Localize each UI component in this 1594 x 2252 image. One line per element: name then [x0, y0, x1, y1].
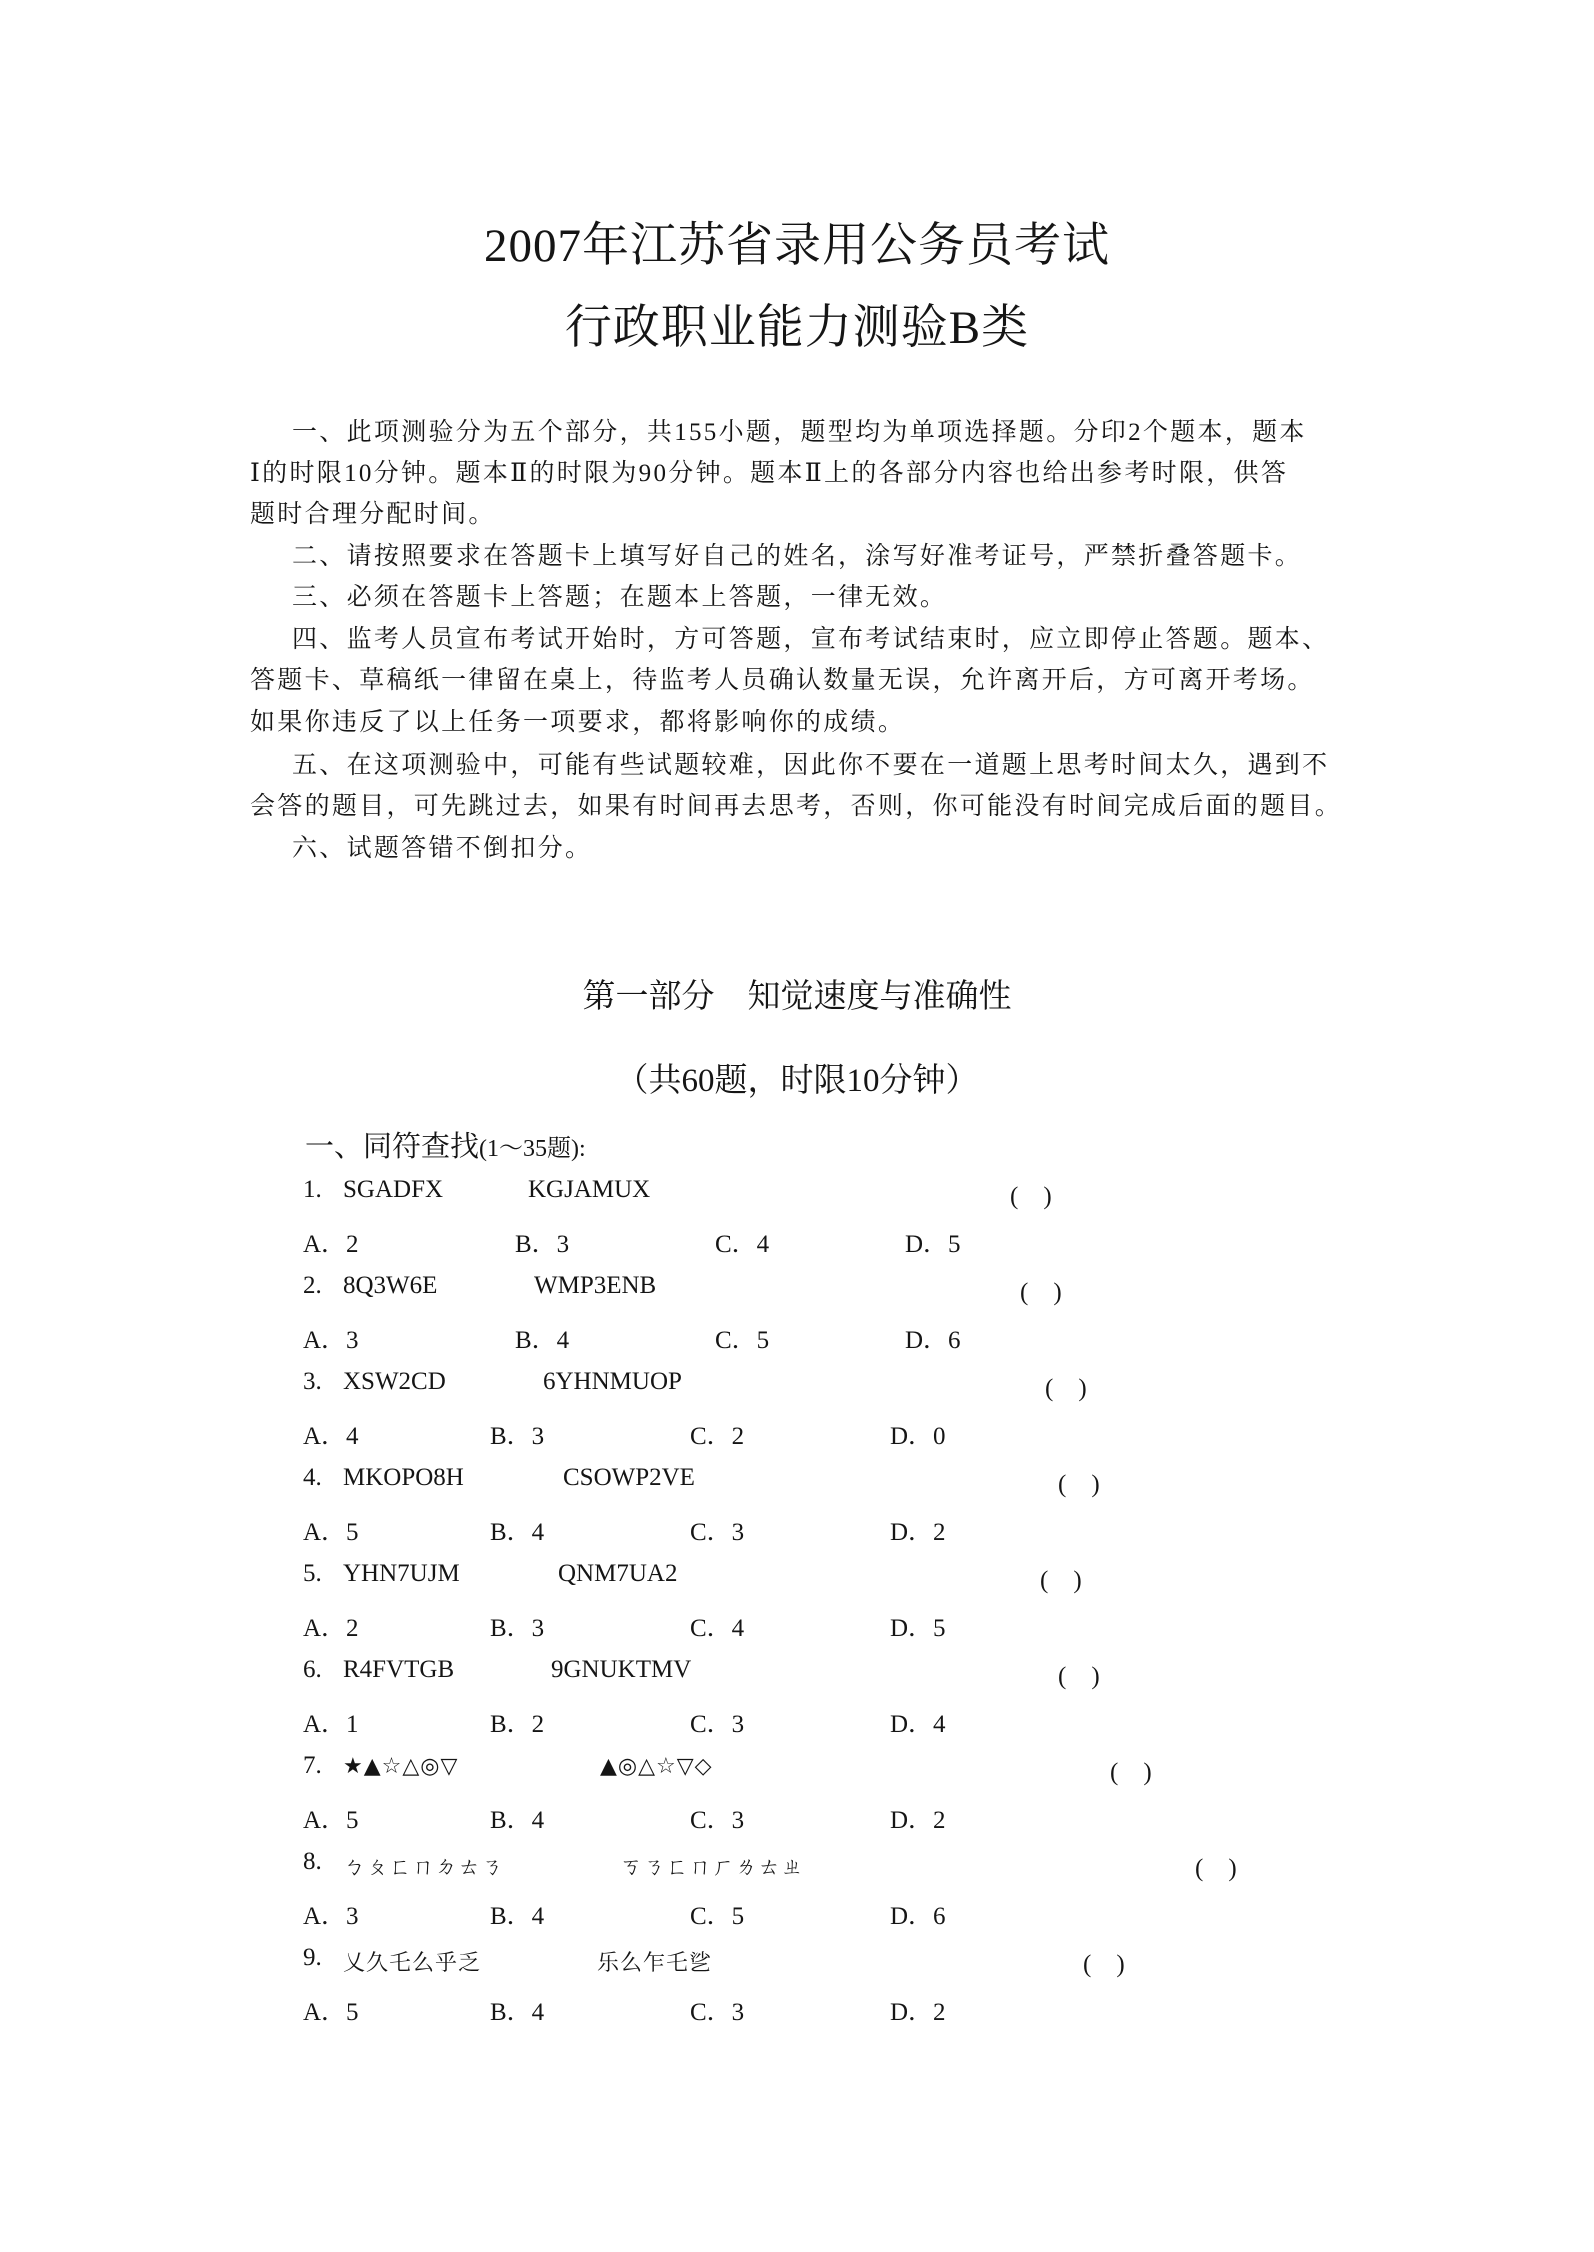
question-number: 6.: [303, 1656, 322, 1683]
instruction-line: 一、此项测验分为五个部分，共155小题，题型均为单项选择题。分印2个题本，题本: [292, 419, 1307, 446]
option-a[interactable]: A．3: [303, 1903, 359, 1930]
question-right-string: QNM7UA2: [558, 1560, 678, 1587]
option-d[interactable]: D．0: [890, 1423, 946, 1450]
instruction-line: 题时合理分配时间。: [250, 501, 496, 528]
instruction-line: 会答的题目，可先跳过去，如果有时间再去思考，否则，你可能没有时间完成后面的题目。: [250, 793, 1343, 820]
option-c[interactable]: C．3: [690, 1711, 745, 1738]
option-c[interactable]: C．5: [690, 1903, 745, 1930]
instruction-line: 答题卡、草稿纸一律留在桌上，待监考人员确认数量无误，允许离开后，方可离开考场。: [250, 667, 1315, 694]
option-d[interactable]: D．6: [905, 1327, 961, 1354]
section-title: 第一部分 知觉速度与准确性: [582, 979, 1012, 1015]
option-b[interactable]: B．4: [490, 1999, 545, 2026]
option-a[interactable]: A．3: [303, 1327, 359, 1354]
question-left-string: ㄅㄆㄈㄇㄉㄊㄋ: [343, 1855, 505, 1880]
option-d[interactable]: D．2: [890, 1519, 946, 1546]
instruction-line: 六、试题答错不倒扣分。: [292, 835, 593, 862]
question-right-string: 6YHNMUOP: [543, 1368, 682, 1395]
option-c[interactable]: C．3: [690, 1519, 745, 1546]
question-right-string: 乐么乍乇乷: [597, 1951, 713, 1976]
question-left-string: 乂久乇么乎乏: [343, 1951, 482, 1976]
question-number: 8.: [303, 1848, 322, 1875]
question-left-string: R4FVTGB: [343, 1656, 455, 1683]
option-d[interactable]: D．5: [905, 1231, 961, 1258]
question-right-string: CSOWP2VE: [563, 1464, 695, 1491]
question-left-string: XSW2CD: [343, 1368, 446, 1395]
option-d[interactable]: D．4: [890, 1711, 946, 1738]
document-subtitle: 行政职业能力测验B类: [564, 302, 1030, 354]
option-a[interactable]: A．2: [303, 1231, 359, 1258]
option-a[interactable]: A．2: [303, 1615, 359, 1642]
option-d[interactable]: D．2: [890, 1807, 946, 1834]
option-c[interactable]: C．3: [690, 1999, 745, 2026]
option-d[interactable]: D．5: [890, 1615, 946, 1642]
question-right-string: WMP3ENB: [534, 1272, 657, 1299]
option-a[interactable]: A．5: [303, 1519, 359, 1546]
option-d[interactable]: D．2: [890, 1999, 946, 2026]
option-b[interactable]: B．4: [490, 1807, 545, 1834]
question-right-string: ㄎㄋㄈㄇㄏㄌㄊㄓ: [620, 1855, 805, 1880]
instruction-line: Ⅰ的时限10分钟。题本Ⅱ的时限为90分钟。题本Ⅱ上的各部分内容也给出参考时限，供答: [250, 460, 1289, 487]
subsection-label: 一、同符查找: [305, 1131, 480, 1163]
answer-bracket[interactable]: ( ): [1110, 1759, 1152, 1786]
question-number: 3.: [303, 1368, 322, 1395]
answer-bracket[interactable]: ( ): [1040, 1567, 1082, 1594]
answer-bracket[interactable]: ( ): [1020, 1279, 1062, 1306]
question-left-string: ★▲☆△◎▽: [343, 1754, 459, 1779]
question-left-string: MKOPO8H: [343, 1464, 464, 1491]
option-c[interactable]: C．4: [715, 1231, 770, 1258]
section-subtitle: （共60题，时限10分钟）: [615, 1063, 979, 1099]
option-b[interactable]: B．2: [490, 1711, 545, 1738]
question-number: 1.: [303, 1176, 322, 1203]
question-number: 9.: [303, 1944, 322, 1971]
question-number: 7.: [303, 1752, 322, 1779]
instruction-line: 五、在这项测验中，可能有些试题较难，因此你不要在一道题上思考时间太久，遇到不: [292, 752, 1330, 779]
option-b[interactable]: B．3: [490, 1423, 545, 1450]
question-number: 2.: [303, 1272, 322, 1299]
option-a[interactable]: A．4: [303, 1423, 359, 1450]
question-number: 5.: [303, 1560, 322, 1587]
answer-bracket[interactable]: ( ): [1058, 1471, 1100, 1498]
question-left-string: SGADFX: [343, 1176, 444, 1203]
option-b[interactable]: B．4: [490, 1519, 545, 1546]
answer-bracket[interactable]: ( ): [1195, 1855, 1237, 1882]
option-a[interactable]: A．1: [303, 1711, 359, 1738]
instruction-line: 三、必须在答题卡上答题；在题本上答题，一律无效。: [292, 584, 948, 611]
option-c[interactable]: C．5: [715, 1327, 770, 1354]
document-title: 2007年江苏省录用公务员考试: [484, 220, 1110, 272]
answer-bracket[interactable]: ( ): [1083, 1951, 1125, 1978]
subsection-heading: [305, 1124, 586, 1165]
option-a[interactable]: A．5: [303, 1999, 359, 2026]
answer-bracket[interactable]: ( ): [1045, 1375, 1087, 1402]
option-d[interactable]: D．6: [890, 1903, 946, 1930]
answer-bracket[interactable]: ( ): [1010, 1183, 1052, 1210]
option-b[interactable]: B．3: [515, 1231, 570, 1258]
question-left-string: 8Q3W6E: [343, 1272, 438, 1299]
question-right-string: ▲◎△☆▽◇: [600, 1754, 713, 1779]
question-number: 4.: [303, 1464, 322, 1491]
option-a[interactable]: A．5: [303, 1807, 359, 1834]
option-c[interactable]: C．2: [690, 1423, 745, 1450]
instruction-line: 二、请按照要求在答题卡上填写好自己的姓名，涂写好准考证号，严禁折叠答题卡。: [292, 543, 1303, 570]
question-left-string: YHN7UJM: [343, 1560, 460, 1587]
instruction-line: 如果你违反了以上任务一项要求，都将影响你的成绩。: [250, 709, 906, 736]
option-b[interactable]: B．3: [490, 1615, 545, 1642]
question-right-string: KGJAMUX: [528, 1176, 651, 1203]
option-b[interactable]: B．4: [490, 1903, 545, 1930]
question-right-string: 9GNUKTMV: [551, 1656, 692, 1683]
answer-bracket[interactable]: ( ): [1058, 1663, 1100, 1690]
option-c[interactable]: C．4: [690, 1615, 745, 1642]
option-b[interactable]: B．4: [515, 1327, 570, 1354]
subsection-range: (1～35题):: [479, 1136, 586, 1162]
option-c[interactable]: C．3: [690, 1807, 745, 1834]
instruction-line: 四、监考人员宣布考试开始时，方可答题，宣布考试结束时，应立即停止答题。题本、: [292, 626, 1330, 653]
